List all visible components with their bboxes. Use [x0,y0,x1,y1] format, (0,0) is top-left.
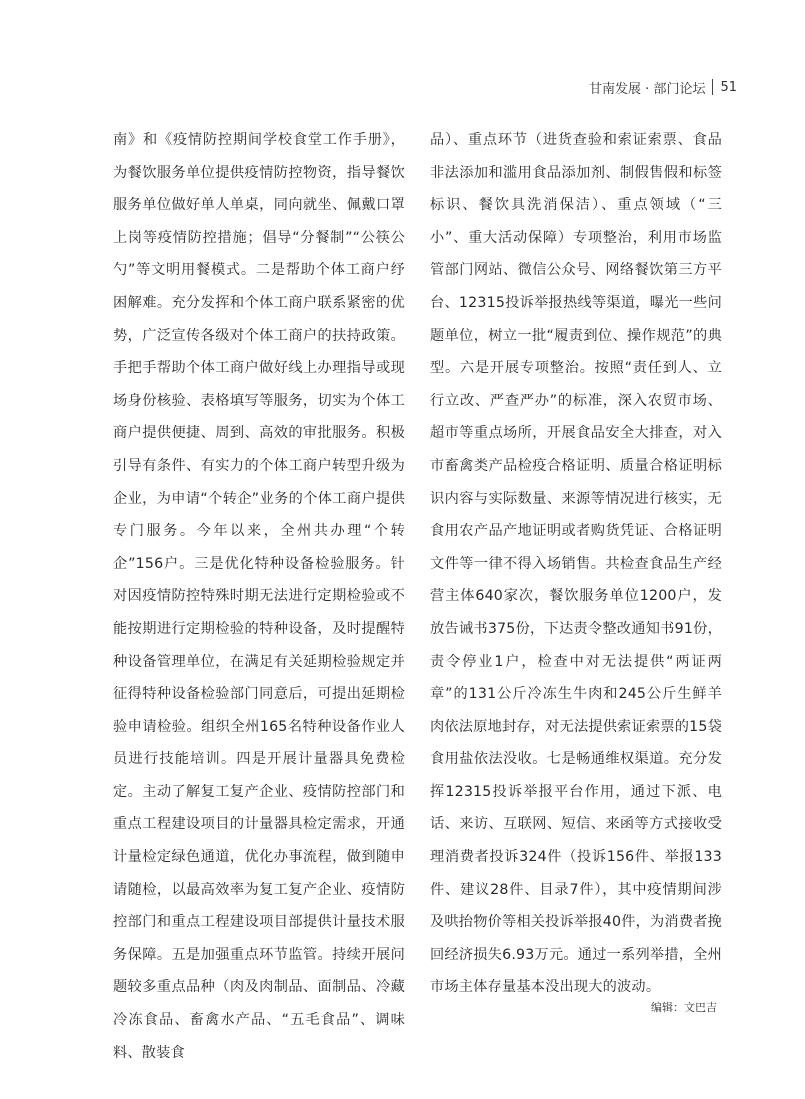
header-divider [712,79,713,95]
page-number: 51 [720,79,737,95]
section-title: 甘南发展 · 部门论坛 [589,81,706,97]
right-column-text: 品）、重点环节（进货查验和索证索票、食品非法添加和滥用食品添加剂、制假售假和标签标识、餐饮具洗消保洁）、重点领域（“三小”、重大活动保障）专项整治，利用市场监管部门网站、微信公众号、网络餐饮第三方平台、12315投诉举报热线等渠道，曝光一些问题单位，树立一批“履责到位、操作规范”的典型。六是开展专项整治。按照“责任到人、立行立改、严查严办”的标准，深入农贸市场、超市等重点场所，开展食品安全大排查，对入市畜禽类产品检疫合格证明、质量合格证明标识内容与实际数量、来源等情况进行核实，无食用农产品产地证明或者购货凭证、合格证明文件等一律不得入场销售。共检查食品生产经营主体640家次，餐饮服务单位1200户，发放告诫书375份，下达责令整改通知书91份，责令停业1户，检查中对无法提供“两证两章”的131公斤冷冻生牛肉和245公斤生鲜羊肉依法原地封存，对无法提供索证索票的15袋食用盐依法没收。七是畅通维权渠道。充分发挥12315投诉举报平台作用，通过下派、电话、来访、互联网、短信、来函等方式接收受理消费者投诉324件（投诉156件、举报133件、建议28件、目录7件），其中疫情期间涉及哄抬物价等相关投诉举报40件，为消费者挽回经济损失6.93万元。通过一系列举措，全州市场主体存量基本没出现大的波动。 [430,132,722,996]
right-text-column [430,124,722,1004]
left-column-text: 南》和《疫情防控期间学校食堂工作手册》，为餐饮服务单位提供疫情防控物资，指导餐饮服务单位做好单人单桌，同向就坐、佩戴口罩上岗等疫情防控措施；倡导“分餐制”“公筷公勺”等文明用餐模式。二是帮助个体工商户纾困解难。充分发挥和个体工商户联系紧密的优势，广泛宣传各级对个体工商户的扶持政策。手把手帮助个体工商户做好线上办理指导或现场身份核验、表格填写等服务，切实为个体工商户提供便捷、周到、高效的审批服务。积极引导有条件、有实力的个体工商户转型升级为企业，为申请“个转企”业务的个体工商户提供专门服务。今年以来，全州共办理“个转企”156户。三是优化特种设备检验服务。针对因疫情防控特殊时期无法进行定期检验或不能按期进行定期检验的特种设备，及时提醒特种设备管理单位，在满足有关延期检验规定并征得特种设备检验部门同意后，可提出延期检验申请检验。组织全州165名特种设备作业人员进行技能培训。四是开展计量器具免费检定。主动了解复工复产企业、疫情防控部门和重点工程建设项目的计量器具检定需求，开通计量检定绿色通道，优化办事流程，做到随申请随检，以最高效率为复工复产企业、疫情防控部门和重点工程建设项目部提供计量技术服务保障。五是加强重点环节监管。持续开展问题较多重点品种（肉及肉制品、面制品、冷藏冷冻食品、畜禽水产品、“五毛食品”、调味料、散装食 [113,132,405,1061]
left-text-column [113,124,405,1069]
running-header [589,76,737,98]
editor-credit: 编辑：文巴吉 [651,1001,717,1014]
